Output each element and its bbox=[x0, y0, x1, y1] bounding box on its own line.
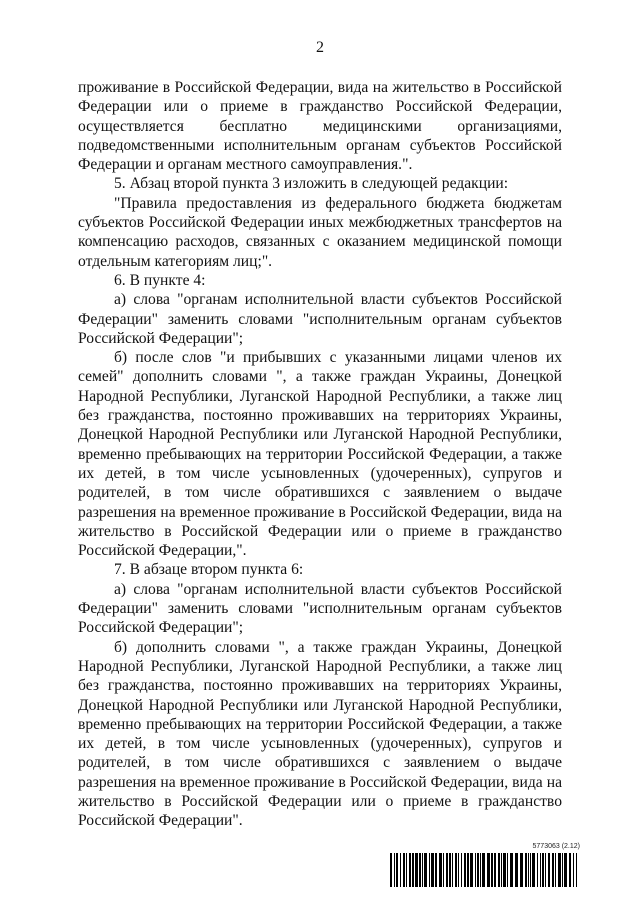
paragraph-item-7a: а) слова "органам исполнительной власти субъектов Российской Федерации" заменить словами "исполнительным органам субъектов Российской Федерации"; bbox=[78, 580, 562, 637]
paragraph-continuation: проживание в Российской Федерации, вида на жительство в Российской Федерации или о приеме в гражданство Российской Федерации, осуществляется бесплатно медицинскими организациями, подведомственными исполнительным органам субъектов Российской Федерации и органам местного самоуправления.". bbox=[78, 79, 562, 174]
paragraph-item-7: 7. В абзаце втором пункта 6: bbox=[114, 561, 304, 579]
paragraph-item-6b: б) после слов "и прибывших с указанными лицами членов их семей" дополнить словами ", а также граждан Украины, Донецкой Народной Республики, Луганской Народной Республики, а также лиц без гражданства, постоянно проживавших на территориях Украины, Донецкой Народной Республики или Луганской Народной Республики, временно пребывающих на территории Российской Федерации, а также их детей, в том числе усыновленных (удочеренных), супругов и родителей, в том числе обратившихся с заявлением о выдаче разрешения на временное проживание в Российской Федерации, вида на жительство в Российской Федерации или о приеме в гражданство Российской Федерации,". bbox=[78, 349, 562, 560]
paragraph-item-7b: б) дополнить словами ", а также граждан Украины, Донецкой Народной Республики, Луганской Народной Республики, а также лиц без гражданства, постоянно проживавших на территориях Украины, Донецкой Народной Республики или Луганской Народной Республики, временно пребывающих на территории Российской Федерации, а также их детей, в том числе усыновленных (удочеренных), супругов и родителей, в том числе обратившихся с заявлением о выдаче разрешения на временное проживание в Российской Федерации, вида на жительство в Российской Федерации или о приеме в гражданство Российской Федерации". bbox=[78, 638, 562, 830]
document-body bbox=[78, 78, 562, 831]
barcode-caption: 5773063 (2.12) bbox=[532, 843, 580, 850]
barcode-icon bbox=[390, 853, 580, 887]
paragraph-item-6a: а) слова "органам исполнительной власти субъектов Российской Федерации" заменить словами "исполнительным органам субъектов Российской Федерации"; bbox=[78, 291, 562, 347]
page-number: 2 bbox=[316, 39, 324, 56]
barcode-block bbox=[390, 842, 580, 887]
paragraph-item-6: 6. В пункте 4: bbox=[114, 271, 206, 289]
paragraph-item-5-quote: "Правила предоставления из федерального бюджета бюджетам субъектов Российской Федерации иных межбюджетных трансфертов на компенсацию расходов, связанных с оказанием медицинской помощи отдельным категориям лиц;". bbox=[78, 194, 562, 270]
paragraph-item-5: 5. Абзац второй пункта 3 изложить в следующей редакции: bbox=[114, 175, 509, 193]
